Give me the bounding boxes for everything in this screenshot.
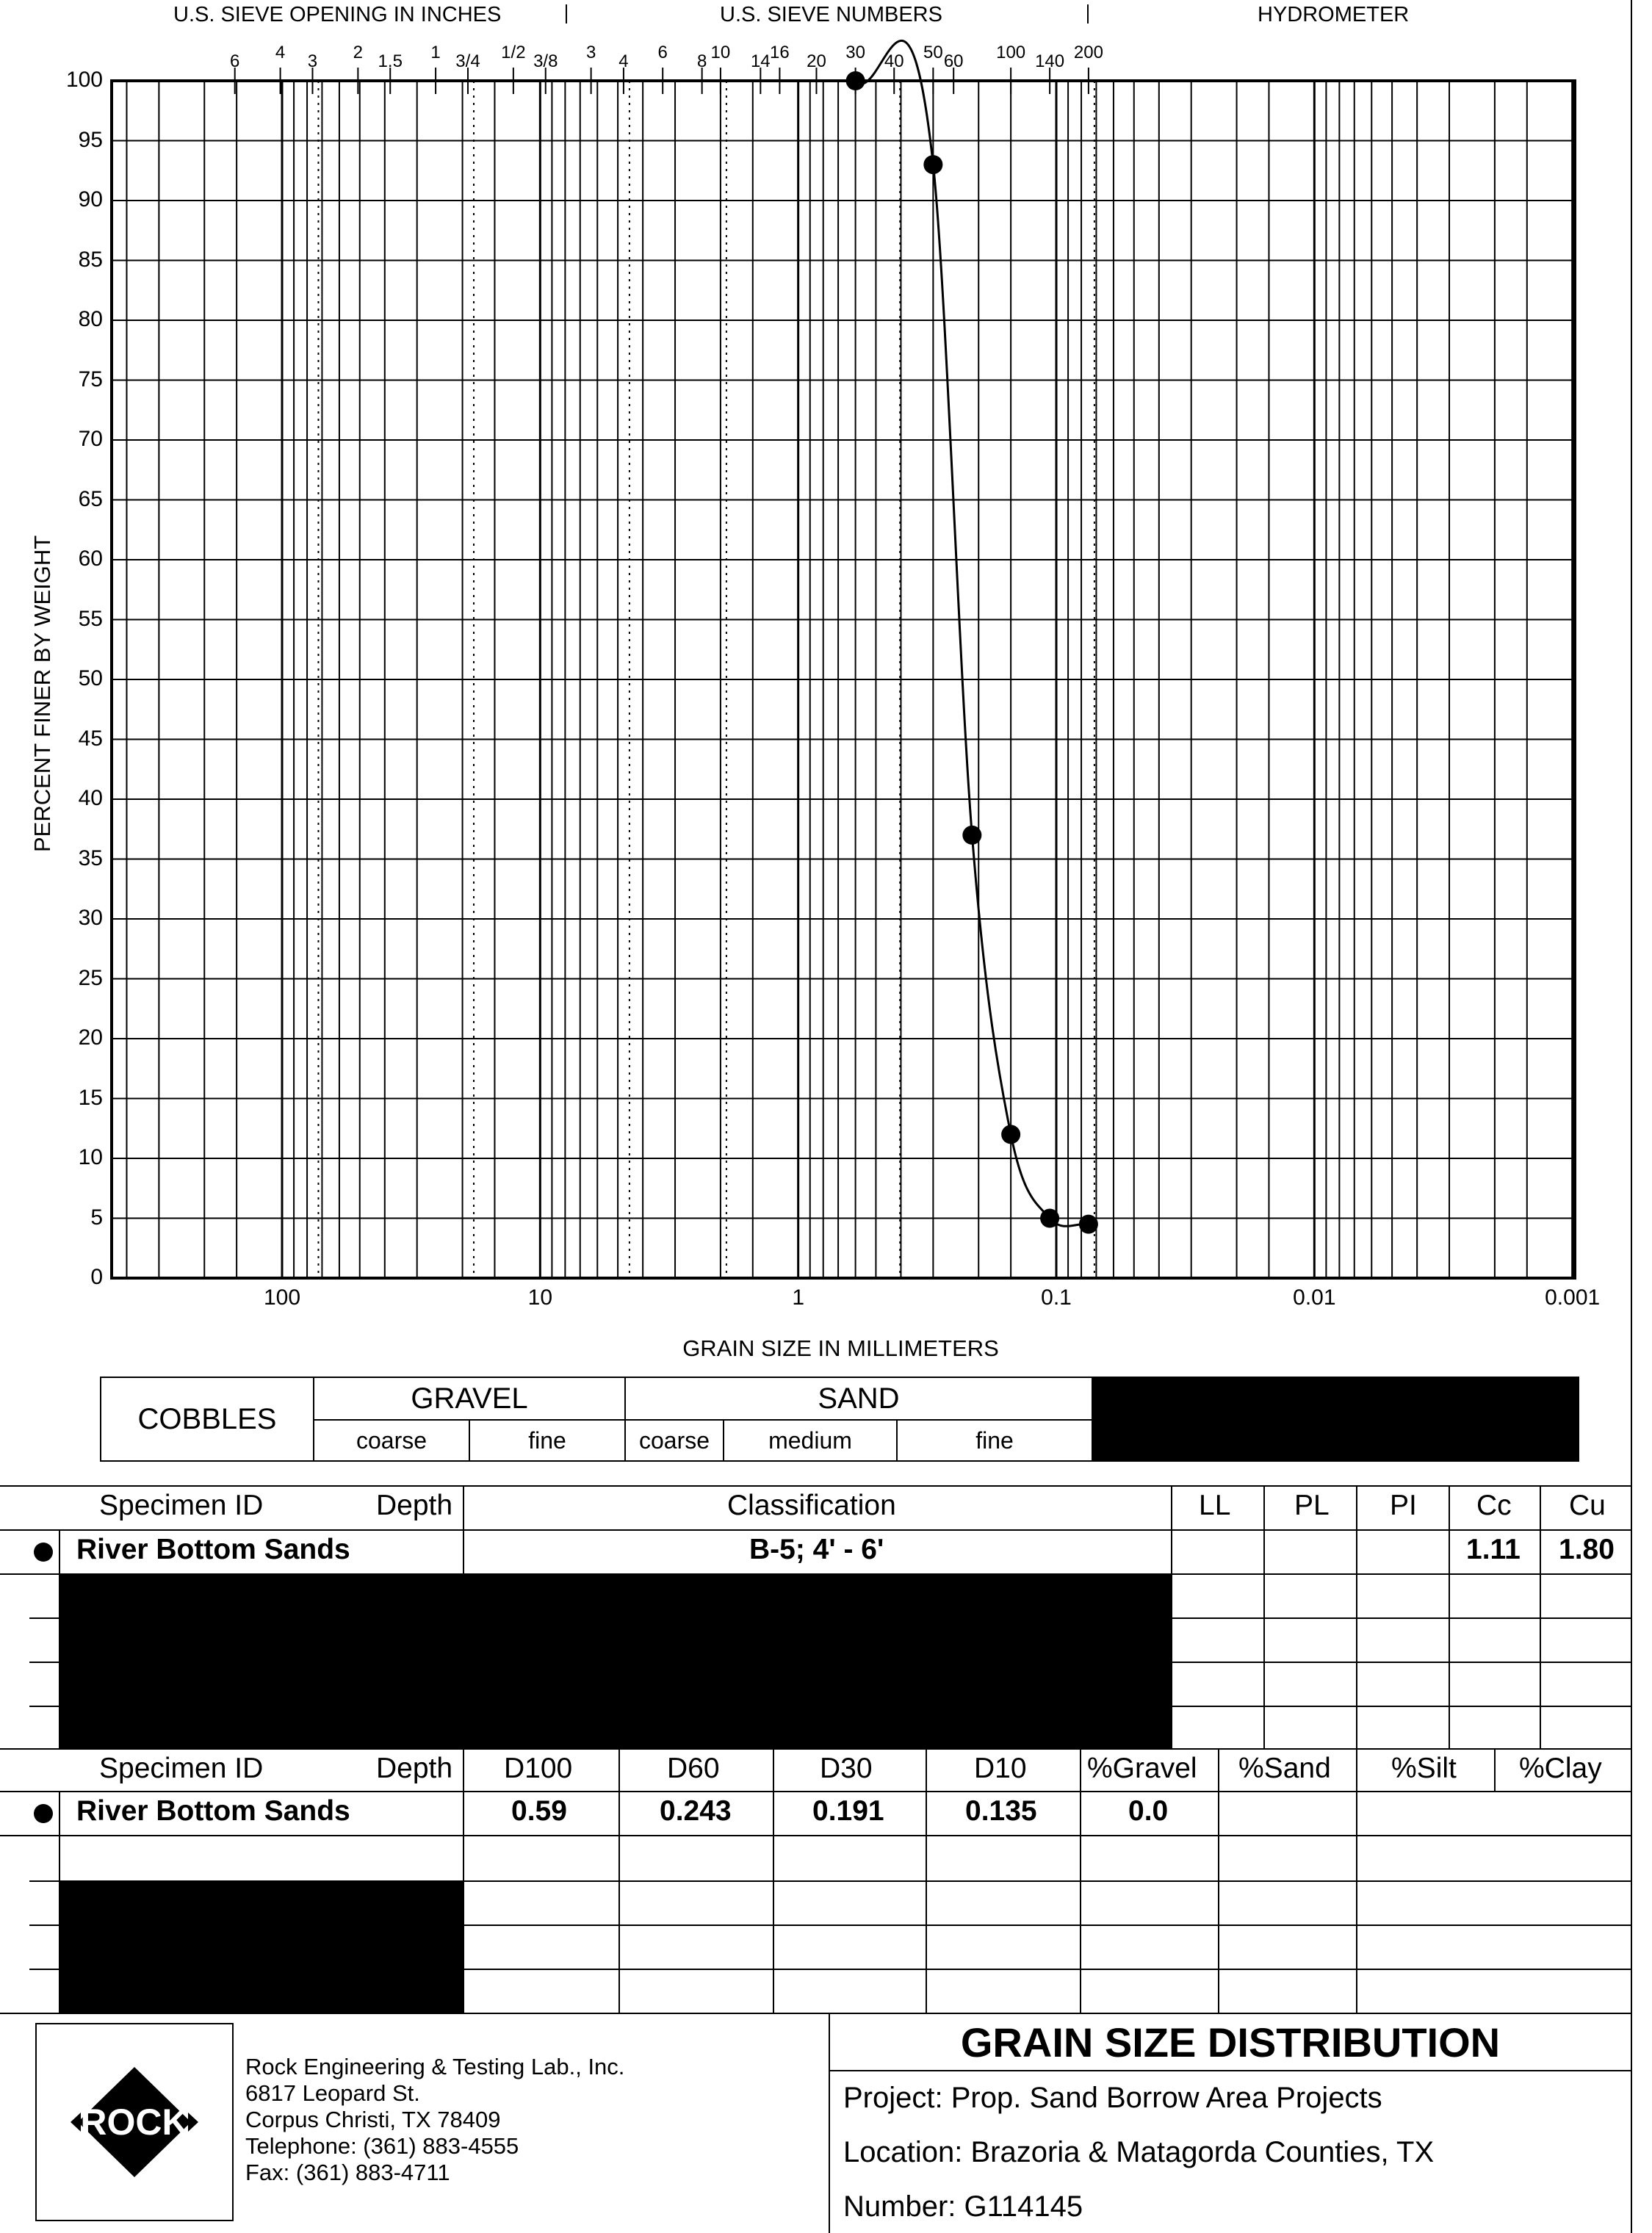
t2-header-gravel: %Gravel (1087, 1753, 1197, 1784)
x-tick-label: 100 (263, 1285, 301, 1310)
gravel-cell: GRAVEL (313, 1377, 626, 1421)
header-hydrometer: HYDROMETER (1258, 3, 1410, 26)
y-tick-label: 80 (78, 307, 103, 331)
company-phone: Telephone: (361) 883-4555 (245, 2133, 519, 2159)
x-tick-label: 0.001 (1545, 1285, 1601, 1310)
x-tick-label: 0.01 (1293, 1285, 1336, 1310)
sieve-label: 3/8 (533, 51, 558, 71)
sieve-label: 40 (884, 51, 904, 71)
y-tick-label: 70 (78, 427, 103, 451)
location-line: Location: Brazoria & Matagorda Counties, TX (843, 2136, 1435, 2168)
project-line: Project: Prop. Sand Borrow Area Projects (843, 2082, 1382, 2114)
y-tick-label: 15 (78, 1085, 103, 1110)
sieve-label: 4 (275, 43, 286, 62)
y-tick-label: 85 (78, 247, 103, 272)
company-logo (35, 2023, 234, 2221)
y-tick-label: 30 (78, 906, 103, 930)
report-title: GRAIN SIZE DISTRIBUTION (960, 2019, 1501, 2066)
t2-header-clay: %Clay (1519, 1753, 1602, 1784)
t2-header-sand: %Sand (1238, 1753, 1331, 1784)
data-point (1079, 1215, 1098, 1234)
y-tick-label: 45 (78, 726, 103, 751)
t1-header-depth: Depth (376, 1490, 453, 1521)
sieve-label: 14 (750, 51, 771, 71)
sand-medium-cell: medium (723, 1419, 898, 1462)
y-tick-label: 10 (78, 1145, 103, 1169)
sieve-label: 2 (353, 43, 364, 62)
y-tick-label: 40 (78, 786, 103, 810)
t2-header-silt: %Silt (1391, 1753, 1457, 1784)
sieve-label: 100 (996, 43, 1026, 62)
sieve-label: 10 (710, 43, 731, 62)
t2-header-depth: Depth (376, 1753, 453, 1784)
data-point (1001, 1125, 1020, 1144)
sieve-label: 30 (845, 43, 865, 62)
rock-logo-icon (37, 2024, 232, 2220)
t1-header-specimen: Specimen ID (99, 1490, 264, 1521)
data-point (846, 71, 865, 90)
y-tick-label: 20 (78, 1025, 103, 1050)
cobbles-cell: COBBLES (100, 1377, 314, 1462)
y-tick-label: 65 (78, 486, 103, 511)
t1-header-cu: Cu (1569, 1490, 1606, 1521)
t2-header-d60: D60 (667, 1753, 720, 1784)
sieve-label: 140 (1035, 51, 1065, 71)
t1-classification-value: B-5; 4' - 6' (749, 1534, 884, 1565)
t1-cu-value: 1.80 (1559, 1534, 1615, 1565)
y-tick-label: 25 (78, 965, 103, 990)
data-point (962, 826, 981, 845)
x-tick-label: 1 (792, 1285, 804, 1310)
header-sieve-numbers: U.S. SIEVE NUMBERS (720, 3, 942, 26)
sand-coarse-cell: coarse (624, 1419, 724, 1462)
t2-gravel-value: 0.0 (1128, 1795, 1169, 1827)
header-sieve-opening: U.S. SIEVE OPENING IN INCHES (173, 3, 502, 26)
t1-header-classification: Classification (727, 1490, 896, 1521)
y-tick-label: 35 (78, 845, 103, 870)
number-line: Number: G114145 (843, 2190, 1083, 2223)
right-border (1631, 0, 1632, 2233)
t1-header-pl: PL (1294, 1490, 1330, 1521)
sand-fine-cell: fine (896, 1419, 1093, 1462)
series-marker-icon (34, 1804, 53, 1823)
t1-header-pi: PI (1390, 1490, 1417, 1521)
redacted-rows (60, 1880, 463, 2013)
t2-header-d30: D30 (820, 1753, 873, 1784)
t2-header-d100: D100 (504, 1753, 573, 1784)
y-tick-label: 100 (65, 68, 103, 92)
y-tick-label: 95 (78, 127, 103, 152)
sieve-label: 3 (585, 43, 596, 62)
sieve-label: 60 (943, 51, 964, 71)
sieve-label: 3/4 (455, 51, 480, 71)
t2-specimen-value: River Bottom Sands (76, 1795, 350, 1827)
t2-d60-value: 0.243 (660, 1795, 732, 1827)
t2-header-d10: D10 (974, 1753, 1027, 1784)
x-tick-label: 0.1 (1041, 1285, 1072, 1310)
gravel-coarse-cell: coarse (313, 1419, 470, 1462)
company-address (245, 2054, 624, 2186)
t2-d30-value: 0.191 (812, 1795, 884, 1827)
sieve-label: 1/2 (501, 43, 526, 62)
y-tick-label: 5 (90, 1205, 103, 1230)
sieve-label: 3 (307, 51, 318, 71)
company-name: Rock Engineering & Testing Lab., Inc. (245, 2054, 625, 2079)
t1-cc-value: 1.11 (1466, 1534, 1521, 1565)
t2-d10-value: 0.135 (965, 1795, 1037, 1827)
sieve-label: 50 (923, 43, 943, 62)
redacted-silt-clay-cell (1092, 1377, 1579, 1462)
y-tick-label: 55 (78, 606, 103, 631)
sieve-label: 1 (430, 43, 441, 62)
data-point (923, 155, 942, 174)
y-tick-label: 50 (78, 666, 103, 690)
data-point (1040, 1209, 1059, 1228)
sieve-label: 6 (657, 43, 668, 62)
x-axis-title: GRAIN SIZE IN MILLIMETERS (682, 1335, 999, 1361)
y-tick-label: 75 (78, 367, 103, 392)
sieve-label: 1.5 (378, 51, 403, 71)
company-city: Corpus Christi, TX 78409 (245, 2107, 501, 2132)
sieve-label: 200 (1073, 43, 1103, 62)
redacted-rows (60, 1575, 1171, 1748)
x-tick-label: 10 (527, 1285, 553, 1310)
series-marker-icon (34, 1543, 53, 1562)
sieve-label: 4 (618, 51, 629, 71)
y-tick-label: 60 (78, 546, 103, 571)
y-axis-title: PERCENT FINER BY WEIGHT (29, 535, 55, 852)
sieve-label: 8 (696, 51, 707, 71)
gradation-table (0, 1750, 1652, 2014)
svg-text:ROCK: ROCK (80, 2102, 189, 2143)
t1-header-ll: LL (1199, 1490, 1231, 1521)
sand-cell: SAND (624, 1377, 1093, 1421)
t1-header-cc: Cc (1476, 1490, 1512, 1521)
y-tick-label: 0 (90, 1265, 103, 1289)
sieve-label: 6 (230, 51, 240, 71)
properties-table (0, 1485, 1652, 1750)
t2-header-specimen: Specimen ID (99, 1753, 264, 1784)
company-fax: Fax: (361) 883-4711 (245, 2160, 450, 2185)
t2-d100-value: 0.59 (511, 1795, 567, 1827)
series-line (856, 40, 1089, 1226)
sieve-label: 16 (770, 43, 790, 62)
y-tick-label: 90 (78, 187, 103, 212)
t1-specimen-value: River Bottom Sands (76, 1534, 350, 1565)
company-street: 6817 Leopard St. (245, 2080, 420, 2106)
sieve-label: 20 (807, 51, 826, 71)
gravel-fine-cell: fine (469, 1419, 626, 1462)
